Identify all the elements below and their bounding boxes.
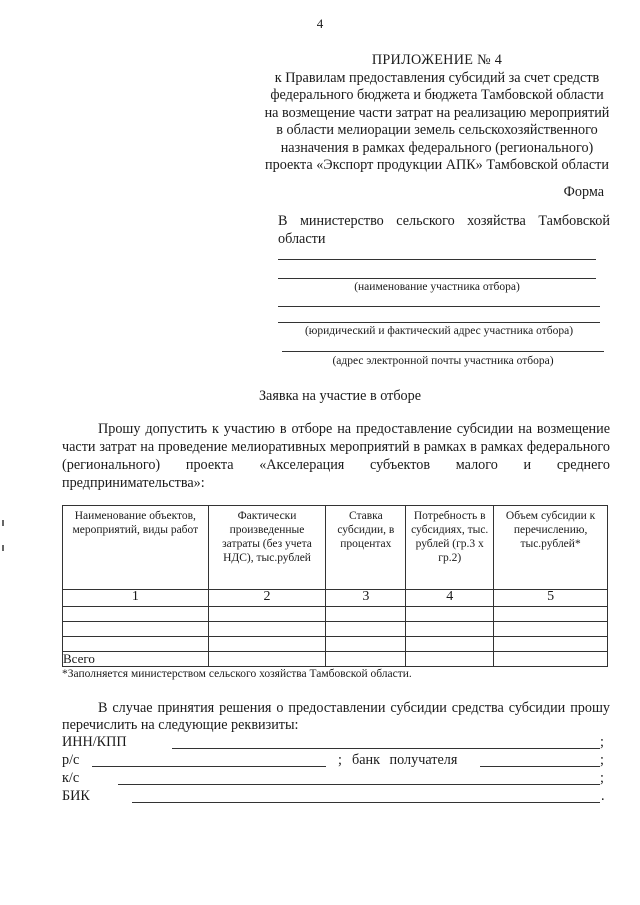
table-cell[interactable]	[494, 607, 608, 622]
form-label: Форма	[563, 184, 604, 200]
bank-label: банк получателя	[352, 752, 458, 768]
request-paragraph	[62, 420, 610, 492]
column-number: 2	[208, 590, 326, 607]
table-row	[63, 637, 608, 652]
participant-email-line[interactable]	[282, 351, 604, 352]
inn-kpp-field[interactable]	[172, 748, 600, 749]
request-text: Прошу допустить к участию в отборе на предоставление субсидии на возмещение части затрат на проведение мелиоративных мероприятий в рамках в рамках федерального (регионального) проекта «Акселерация субъектов малого и среднего предпринимательства»:	[62, 421, 610, 491]
column-number: 4	[406, 590, 494, 607]
table-cell[interactable]	[406, 652, 494, 667]
table-cell[interactable]	[406, 622, 494, 637]
scan-mark	[2, 520, 4, 526]
table-cell[interactable]	[326, 607, 406, 622]
table-cell[interactable]	[494, 652, 608, 667]
inn-kpp-label: ИНН/КПП	[62, 734, 127, 750]
table-cell[interactable]	[326, 622, 406, 637]
table-header-row	[63, 506, 608, 590]
appendix-line: федерального бюджета и бюджета Тамбовской области	[270, 87, 604, 103]
transfer-paragraph	[62, 700, 610, 734]
transfer-text: В случае принятия решения о предоставлении субсидии средства субсидии прошу перечислить на следующие реквизиты:	[62, 700, 610, 733]
participant-address-line-1[interactable]	[278, 306, 600, 307]
table-cell[interactable]	[208, 637, 326, 652]
footnote: *Заполняется министерством сельского хозяйства Тамбовской области.	[62, 668, 412, 680]
account-field[interactable]	[92, 766, 326, 767]
header-cell: Наименование объектов, мероприятий, виды работ	[63, 506, 209, 590]
table-cell[interactable]	[326, 637, 406, 652]
table-cell[interactable]	[63, 622, 209, 637]
appendix-title: ПРИЛОЖЕНИЕ № 4	[371, 52, 503, 68]
participant-email-caption: (адрес электронной почты участника отбора)	[332, 355, 554, 367]
total-row	[63, 652, 608, 667]
table-row	[63, 622, 608, 637]
table-cell[interactable]	[494, 637, 608, 652]
semicolon: ;	[338, 752, 342, 768]
table-cell[interactable]	[406, 607, 494, 622]
table-cell[interactable]	[326, 652, 406, 667]
semicolon: ;	[600, 734, 604, 750]
appendix-line: в области мелиорации земель сельскохозяйственного	[276, 122, 598, 138]
bank-field[interactable]	[480, 766, 600, 767]
table-cell[interactable]	[63, 607, 209, 622]
column-number: 5	[494, 590, 608, 607]
bik-field[interactable]	[132, 802, 600, 803]
corr-account-field[interactable]	[118, 784, 600, 785]
addressee: В министерство сельского хозяйства Тамбовской области	[278, 213, 610, 247]
participant-name-line-1[interactable]	[278, 259, 596, 260]
participant-name-line-2[interactable]	[278, 278, 596, 279]
header-cell: Потребность в субсидиях, тыс. рублей (гр.3 x гр.2)	[406, 506, 494, 590]
subsidy-table	[62, 505, 608, 667]
page-number: 4	[316, 16, 324, 31]
table-cell[interactable]	[406, 637, 494, 652]
corr-account-label: к/с	[62, 770, 80, 786]
header-cell: Фактически произведенные затраты (без учета НДС), тыс.рублей	[208, 506, 326, 590]
table-cell[interactable]	[208, 652, 326, 667]
appendix-line: назначения в рамках федерального (регионального)	[280, 139, 594, 156]
table-cell[interactable]	[494, 622, 608, 637]
appendix-line: на возмещение части затрат на реализацию мероприятий	[264, 104, 610, 121]
table-row	[63, 607, 608, 622]
appendix-line: проекта «Экспорт продукции АПК» Тамбовской области	[265, 157, 609, 173]
table-cell[interactable]	[63, 637, 209, 652]
application-title: Заявка на участие в отборе	[258, 388, 422, 404]
table-cell[interactable]	[208, 607, 326, 622]
semicolon: ;	[600, 770, 604, 786]
bik-label: БИК	[62, 788, 90, 804]
scan-mark	[2, 545, 4, 551]
header-cell: Ставка субсидии, в процентах	[326, 506, 406, 590]
participant-address-caption: (юридический и фактический адрес участника отбора)	[304, 325, 574, 337]
header-cell: Объем субсидии к перечислению, тыс.рублей*	[494, 506, 608, 590]
column-number: 1	[63, 590, 209, 607]
participant-address-line-2[interactable]	[278, 322, 600, 323]
appendix-line: к Правилам предоставления субсидий за счет средств	[274, 69, 600, 86]
appendix-header	[254, 52, 620, 175]
column-number: 3	[326, 590, 406, 607]
account-label: р/с	[62, 752, 80, 768]
column-number-row	[63, 590, 608, 607]
semicolon: ;	[600, 752, 604, 768]
participant-name-caption: (наименование участника отбора)	[354, 281, 520, 293]
period: .	[601, 788, 605, 804]
total-label: Всего	[63, 652, 209, 667]
table-cell[interactable]	[208, 622, 326, 637]
